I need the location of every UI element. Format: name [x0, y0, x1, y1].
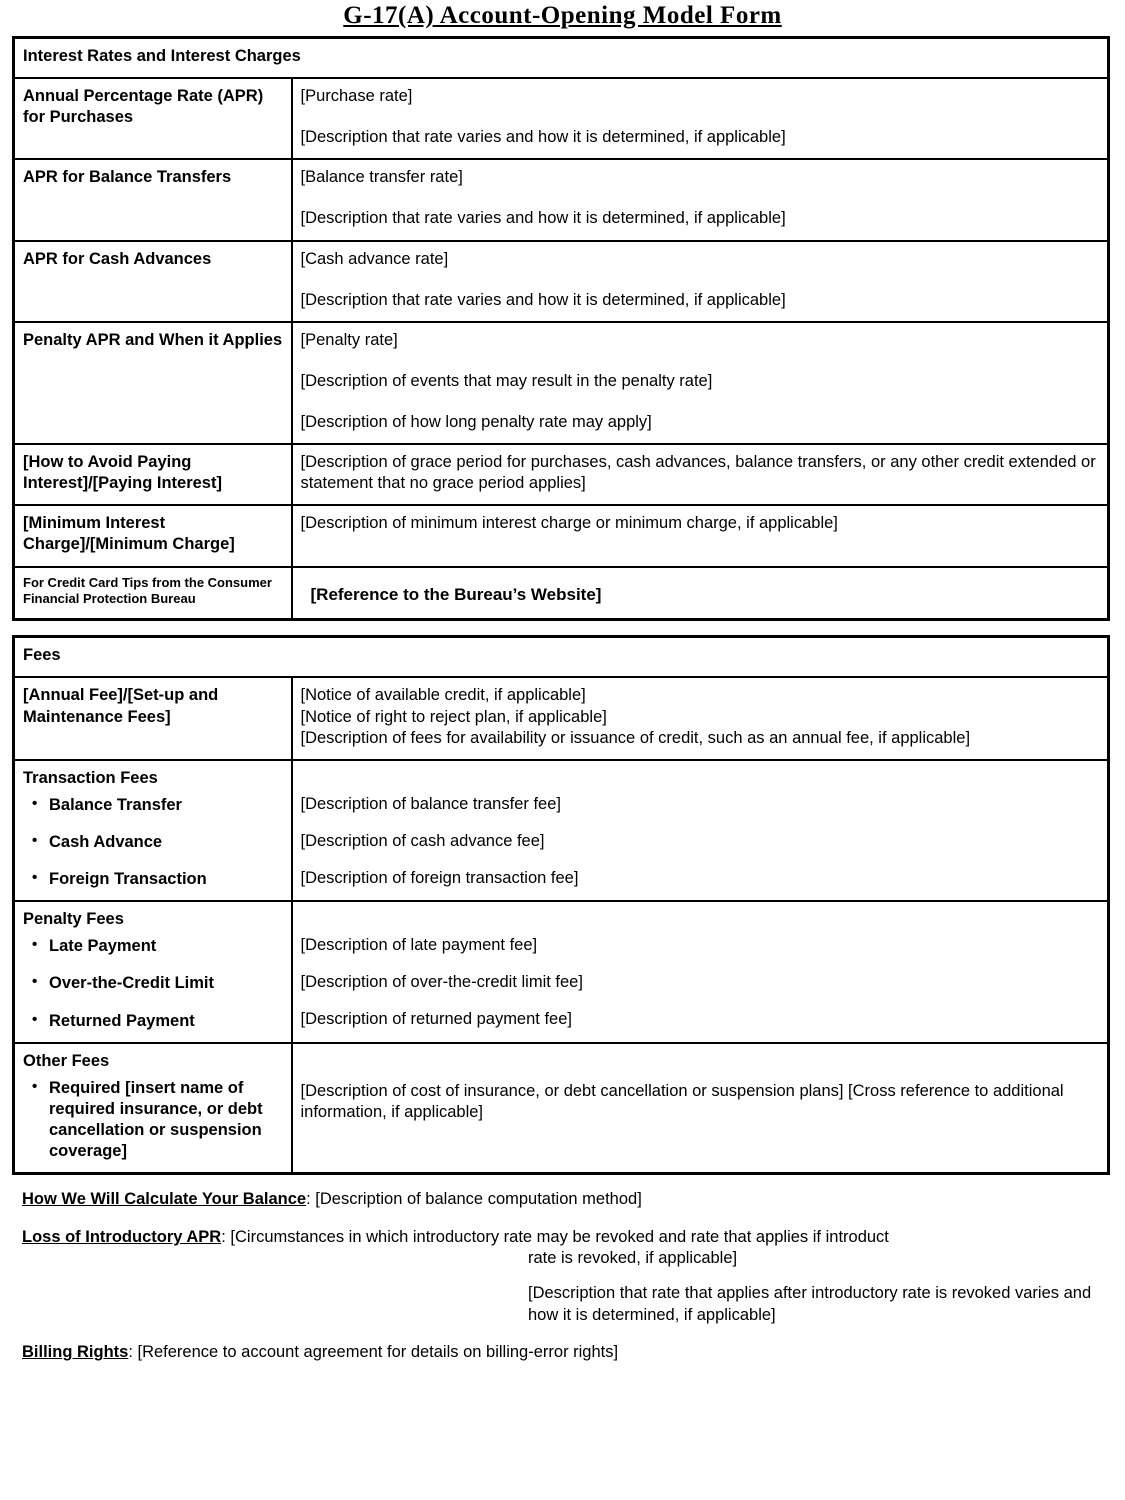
- value-line: [Description of fees for availability or issuance of credit, such as an annual fee, if applicable]: [300, 728, 971, 747]
- value-line: [Purchase rate]: [300, 87, 413, 106]
- value-line: [Cash advance rate]: [300, 249, 449, 268]
- section-heading-interest: Interest Rates and Interest Charges: [14, 38, 1109, 79]
- billing-rights-label: Billing Rights: [22, 1343, 129, 1362]
- list-item: • Required [insert name of required insurance, or debt cancellation or suspension coverage]: [49, 1078, 283, 1162]
- value-line: [Description of returned payment fee]: [300, 1010, 572, 1029]
- value-line: [Description of minimum interest charge or minimum charge, if applicable]: [300, 514, 838, 533]
- transaction-fees-title: Transaction Fees: [23, 768, 158, 787]
- other-fees-title: Other Fees: [23, 1051, 110, 1070]
- value-line: [Description of events that may result in the penalty rate]: [300, 371, 713, 390]
- row-label-credit-card-tips: For Credit Card Tips from the Consumer Financial Protection Bureau: [14, 567, 292, 620]
- row-label-penalty-apr: Penalty APR and When it Applies: [14, 322, 292, 444]
- row-label-apr-purchases: Annual Percentage Rate (APR) for Purchases: [14, 78, 292, 159]
- value-line: [Notice of right to reject plan, if applicable]: [300, 707, 607, 726]
- row-value-minimum-interest-charge: [292, 505, 1109, 566]
- table-row: [14, 322, 1109, 444]
- value-line: [Description that rate varies and how it is determined, if applicable]: [300, 290, 786, 309]
- value-line: [Description of cost of insurance, or debt cancellation or suspension plans] [Cross reference to additional information, if applicable]: [300, 1081, 1064, 1121]
- list-item: • Balance Transfer: [49, 795, 283, 816]
- table-row: [14, 637, 1109, 678]
- row-label-apr-balance-transfers: APR for Balance Transfers: [14, 159, 292, 240]
- loss-of-intro-apr-note: [22, 1227, 1113, 1327]
- value-line: [Description of grace period for purchases, cash advances, balance transfers, or any other credit extended or statement that no grace period applies]: [300, 453, 1096, 493]
- value-line: [Description of cash advance fee]: [300, 831, 545, 850]
- value-line: [Description that rate varies and how it is determined, if applicable]: [300, 209, 786, 228]
- row-label-penalty-fees: [14, 901, 292, 1042]
- row-label-other-fees: [14, 1043, 292, 1174]
- row-value-penalty-fees: [292, 901, 1109, 1042]
- row-value-avoid-paying-interest: [292, 444, 1109, 505]
- loss-of-intro-apr-text: : [Circumstances in which introductory rate may be revoked and rate that applies if introduct: [221, 1227, 889, 1246]
- loss-of-intro-apr-text-line3: [Description that rate that applies after introductory rate is revoked varies and how it is determined, if applicable]: [528, 1284, 1092, 1324]
- list-item: • Foreign Transaction: [49, 869, 283, 890]
- value-line: [Description of foreign transaction fee]: [300, 868, 579, 887]
- row-label-transaction-fees: [14, 760, 292, 901]
- billing-rights-text: : [Reference to account agreement for details on billing-error rights]: [128, 1343, 619, 1362]
- value-line: [Penalty rate]: [300, 330, 398, 349]
- list-item: • Cash Advance: [49, 832, 283, 853]
- table-row: [14, 78, 1109, 159]
- page-title: G-17(A) Account-Opening Model Form: [343, 2, 782, 29]
- value-line: [Description of how long penalty rate may apply]: [300, 412, 652, 431]
- other-fees-list: [23, 1078, 283, 1162]
- table-row: [14, 567, 1109, 620]
- row-value-apr-purchases: [292, 78, 1109, 159]
- interest-rates-table: [12, 36, 1110, 621]
- fees-table: [12, 635, 1110, 1175]
- balance-calculation-text: : [Description of balance computation method]: [306, 1190, 642, 1209]
- billing-rights-note: [22, 1342, 1113, 1363]
- row-value-annual-fee: [292, 677, 1109, 759]
- table-row: [14, 505, 1109, 566]
- row-label-avoid-paying-interest: [How to Avoid Paying Interest]/[Paying Interest]: [14, 444, 292, 505]
- list-item: • Returned Payment: [49, 1011, 283, 1032]
- table-row: [14, 444, 1109, 505]
- transaction-fees-list: [23, 795, 283, 890]
- balance-calculation-note: [22, 1189, 1113, 1210]
- row-value-credit-card-tips: [Reference to the Bureau’s Website]: [292, 567, 1109, 620]
- table-row: [14, 159, 1109, 240]
- table-row: [14, 1043, 1109, 1174]
- table-row: [14, 760, 1109, 901]
- value-line: [Description of balance transfer fee]: [300, 794, 561, 813]
- row-value-penalty-apr: [292, 322, 1109, 444]
- value-line: [Balance transfer rate]: [300, 168, 463, 187]
- penalty-fees-list: [23, 936, 283, 1031]
- section-heading-fees: Fees: [14, 637, 1109, 678]
- loss-of-intro-apr-label: Loss of Introductory APR: [22, 1227, 222, 1246]
- value-line: [Description of over-the-credit limit fee]: [300, 973, 583, 992]
- footer-notes: [12, 1189, 1113, 1364]
- row-label-apr-cash-advances: APR for Cash Advances: [14, 241, 292, 322]
- row-value-transaction-fees: [292, 760, 1109, 901]
- loss-of-intro-apr-text-line2: rate is revoked, if applicable]: [528, 1249, 738, 1268]
- row-value-apr-balance-transfers: [292, 159, 1109, 240]
- table-row: [14, 38, 1109, 79]
- row-value-other-fees: [292, 1043, 1109, 1174]
- value-line: [Description of late payment fee]: [300, 936, 538, 955]
- table-row: [14, 241, 1109, 322]
- penalty-fees-title: Penalty Fees: [23, 910, 124, 929]
- list-item: • Late Payment: [49, 936, 283, 957]
- row-label-minimum-interest-charge: [Minimum Interest Charge]/[Minimum Charge]: [14, 505, 292, 566]
- table-row: [14, 901, 1109, 1042]
- value-line: [Notice of available credit, if applicable]: [300, 686, 586, 705]
- table-row: [14, 677, 1109, 759]
- list-item: • Over-the-Credit Limit: [49, 973, 283, 994]
- row-value-apr-cash-advances: [292, 241, 1109, 322]
- value-line: [Description that rate varies and how it is determined, if applicable]: [300, 128, 786, 147]
- row-label-annual-fee: [Annual Fee]/[Set-up and Maintenance Fees]: [14, 677, 292, 759]
- balance-calculation-label: How We Will Calculate Your Balance: [22, 1190, 307, 1209]
